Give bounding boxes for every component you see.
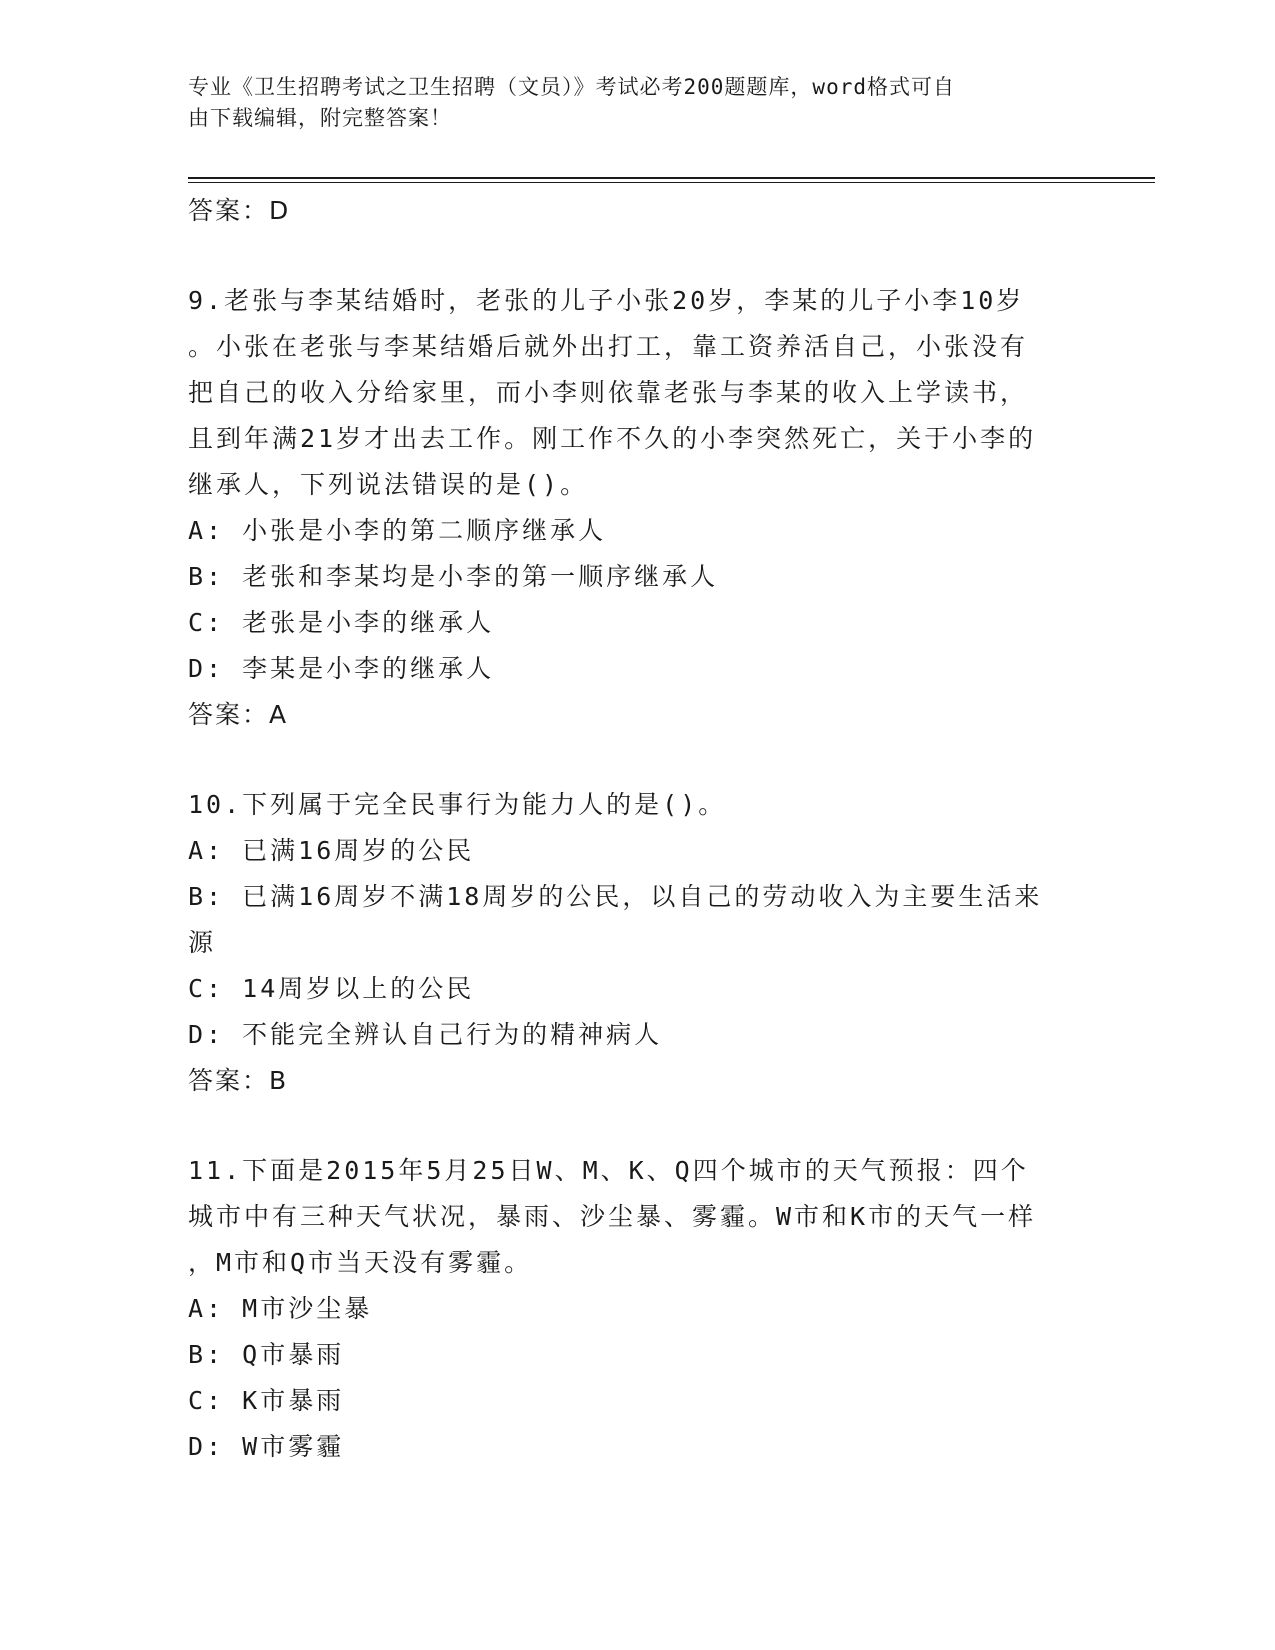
option-c: C: 老张是小李的继承人: [188, 608, 495, 637]
question-text-line: 。小张在老张与李某结婚后就外出打工，靠工资养活自己，小张没有: [188, 332, 1029, 361]
question-text-line: 9.老张与李某结婚时，老张的儿子小张20岁，李某的儿子小李10岁: [188, 286, 1025, 315]
answer: 答案：B: [188, 1066, 289, 1095]
question-9: [188, 278, 1088, 738]
header-line-2: 由下载编辑，附完整答案！: [188, 106, 452, 130]
header-line-1: 专业《卫生招聘考试之卫生招聘（文员）》考试必考200题题库，word格式可自: [188, 75, 955, 99]
question-text-line: 10.下列属于完全民事行为能力人的是()。: [188, 790, 727, 819]
question-text-line: 继承人，下列说法错误的是()。: [188, 470, 589, 499]
option-a: A: M市沙尘暴: [188, 1294, 373, 1323]
question-11: [188, 1148, 1088, 1470]
header-divider-thick: [188, 177, 1155, 179]
option-c: C: K市暴雨: [188, 1386, 345, 1415]
header-divider-thin: [188, 182, 1155, 183]
document-body: [188, 188, 1088, 1470]
question-text-line: 11.下面是2015年5月25日W、M、K、Q四个城市的天气预报：四个: [188, 1156, 1029, 1185]
option-b: B: 已满16周岁不满18周岁的公民，以自己的劳动收入为主要生活来: [188, 882, 1043, 911]
previous-answer: 答案：D: [188, 196, 291, 225]
question-text-line: ，M市和Q市当天没有雾霾。: [188, 1248, 533, 1277]
question-10: [188, 782, 1088, 1104]
option-c: C: 14周岁以上的公民: [188, 974, 475, 1003]
option-b: B: 老张和李某均是小李的第一顺序继承人: [188, 562, 719, 591]
option-b-continued: 源: [188, 928, 217, 957]
question-text-line: 且到年满21岁才出去工作。刚工作不久的小李突然死亡，关于小李的: [188, 424, 1037, 453]
option-d: D: 不能完全辨认自己行为的精神病人: [188, 1020, 663, 1049]
option-d: D: W市雾霾: [188, 1432, 345, 1461]
answer: 答案：A: [188, 700, 289, 729]
question-text-line: 城市中有三种天气状况，暴雨、沙尘暴、雾霾。W市和K市的天气一样: [188, 1202, 1037, 1231]
option-d: D: 李某是小李的继承人: [188, 654, 495, 683]
option-b: B: Q市暴雨: [188, 1340, 345, 1369]
option-a: A: 小张是小李的第二顺序继承人: [188, 516, 607, 545]
option-a: A: 已满16周岁的公民: [188, 836, 475, 865]
question-text-line: 把自己的收入分给家里，而小李则依靠老张与李某的收入上学读书，: [188, 378, 1029, 407]
document-header: [188, 72, 1088, 134]
